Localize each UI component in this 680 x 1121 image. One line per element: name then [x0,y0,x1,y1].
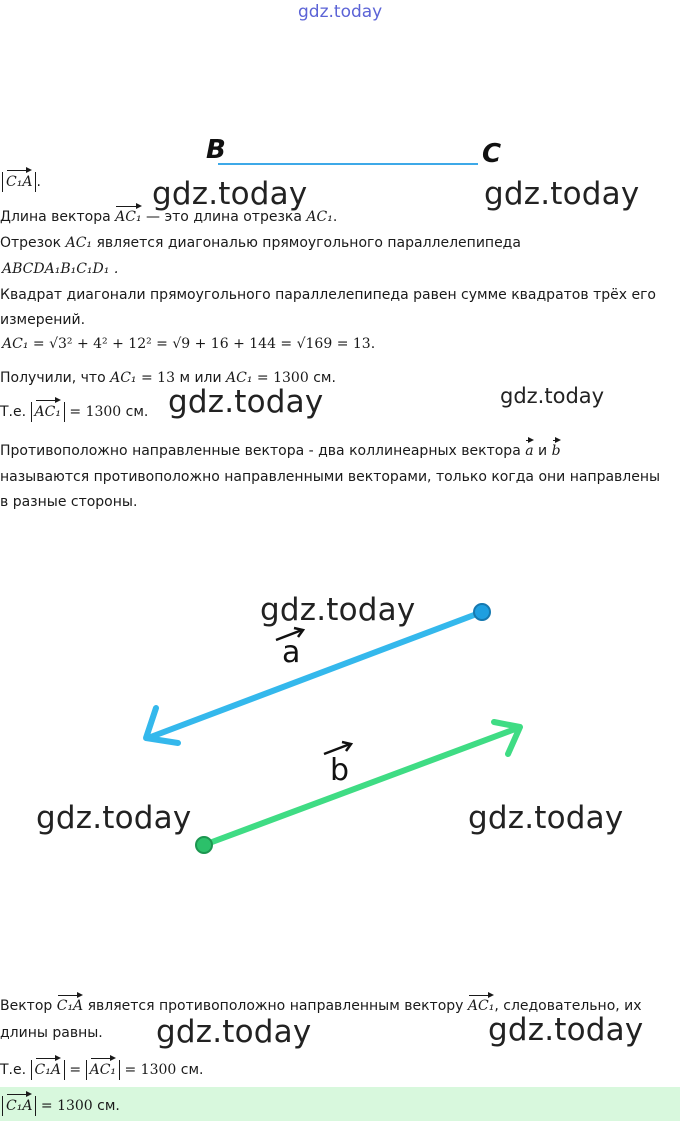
line-12: в разные стороны. [0,494,138,510]
abs-c1a-1: C₁A [2,172,36,192]
watermark-top: gdz.today [298,2,383,22]
line-15: Т.е. C₁A = AC₁ = 1300 см. [0,1062,204,1078]
label-c: C [482,139,502,169]
svg-text:b: b [330,753,350,788]
label-b: B [206,135,226,165]
answer-line: C₁A = 1300 см. [2,1096,120,1116]
line-8: Получили, что AC₁ = 13 м или AC₁ = 1300 см. [0,370,336,386]
line-6: измерений. [0,312,86,328]
line-13: Вектор C₁A является противоположно направленным вектору AC₁, следовательно, их [0,998,642,1014]
watermark-3: gdz.today [168,384,324,420]
watermark-1: gdz.today [152,176,308,212]
watermark-7: gdz.today [468,800,624,836]
line-9: Т.е. AC₁ = 1300 см. [0,404,149,420]
watermark-2: gdz.today [484,176,640,212]
watermark-4: gdz.today [500,384,605,408]
abs-ac1-1: AC₁ [31,402,65,422]
watermark-5: gdz.today [260,592,416,628]
line-1: C₁A . [2,172,41,192]
watermark-8: gdz.today [156,1014,312,1050]
watermark-9: gdz.today [488,1012,644,1048]
line-11: называются противоположно направленными векторами, только когда они направлены [0,469,661,485]
line-2: Длина вектора AC₁ — это длина отрезка AC₁. [0,209,338,225]
label-vector-b [324,742,351,788]
label-vector-a [276,628,303,670]
figure-segment-bc [200,128,510,178]
point-a-start [474,604,490,620]
svg-text:a: a [282,635,301,670]
point-b-start [196,837,212,853]
watermark-6: gdz.today [36,800,192,836]
line-7: AC₁ = √3² + 4² + 12² = √9 + 16 + 144 = √169 = 13. [2,336,376,352]
line-4: ABCDA₁B₁C₁D₁ . [2,261,119,277]
line-10: Противоположно направленные вектора - два коллинеарных вектора a и b [0,443,561,459]
line-3: Отрезок AC₁ является диагональю прямоугольного параллелепипеда [0,235,521,251]
line-14: длины равны. [0,1025,103,1041]
line-5: Квадрат диагонали прямоугольного параллелепипеда равен сумме квадратов трёх его [0,287,656,303]
